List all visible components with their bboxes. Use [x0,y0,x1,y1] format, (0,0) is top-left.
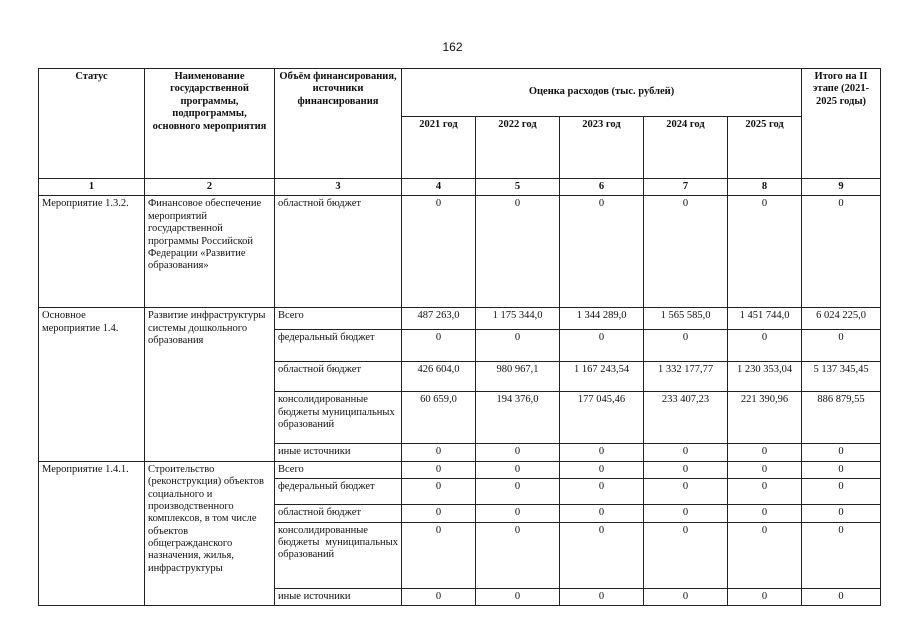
row-source: федеральный бюджет [275,330,402,362]
row-value: 0 [644,522,728,588]
row-value: 0 [560,444,644,461]
row-value: 0 [560,330,644,362]
row-source: консолидированные бюджеты муниципальных образований [275,392,402,444]
row-value: 0 [402,444,476,461]
row-value: 0 [560,196,644,308]
row-value: 0 [728,444,802,461]
row-status: Мероприятие 1.3.2. [39,196,145,308]
row-total: 0 [802,505,881,522]
column-number: 5 [476,179,560,196]
row-value: 177 045,46 [560,392,644,444]
row-value: 0 [560,588,644,605]
row-source: иные источники [275,588,402,605]
row-source: областной бюджет [275,505,402,522]
row-value: 0 [476,588,560,605]
row-value: 0 [644,588,728,605]
row-total: 886 879,55 [802,392,881,444]
column-numbers-row [39,179,881,196]
row-value: 0 [644,505,728,522]
budget-table [38,68,881,606]
table-row [39,196,881,308]
row-value: 1 167 243,54 [560,362,644,392]
row-value: 0 [728,196,802,308]
row-total: 6 024 225,0 [802,308,881,330]
row-value: 0 [560,505,644,522]
row-value: 0 [402,522,476,588]
row-value: 0 [728,588,802,605]
row-value: 0 [644,330,728,362]
row-value: 0 [476,330,560,362]
row-value: 0 [728,330,802,362]
row-total: 0 [802,479,881,505]
row-source: иные источники [275,444,402,461]
row-value: 1 565 585,0 [644,308,728,330]
table-row [39,308,881,330]
column-number: 7 [644,179,728,196]
row-value: 233 407,23 [644,392,728,444]
row-value: 0 [644,461,728,478]
header-year: 2024 год [644,117,728,179]
row-value: 0 [402,505,476,522]
row-source: консолидированные бюджеты муниципальных образований [275,522,402,588]
row-value: 0 [402,588,476,605]
row-value: 0 [402,461,476,478]
row-value: 1 344 289,0 [560,308,644,330]
row-value: 60 659,0 [402,392,476,444]
row-total: 0 [802,588,881,605]
column-number: 4 [402,179,476,196]
column-number: 6 [560,179,644,196]
row-value: 0 [476,461,560,478]
row-source: федеральный бюджет [275,479,402,505]
row-value: 1 230 353,04 [728,362,802,392]
row-total: 5 137 345,45 [802,362,881,392]
row-status: Основное мероприятие 1.4. [39,308,145,461]
header-estimate: Оценка расходов (тыс. рублей) [402,69,802,117]
header-total: Итого на II этапе (2021-2025 годы) [802,69,881,179]
column-number: 1 [39,179,145,196]
header-status: Статус [39,69,145,179]
header-year: 2023 год [560,117,644,179]
column-number: 8 [728,179,802,196]
row-value: 0 [644,444,728,461]
row-value: 0 [728,479,802,505]
row-value: 1 451 744,0 [728,308,802,330]
row-value: 0 [644,479,728,505]
row-value: 0 [560,461,644,478]
row-total: 0 [802,444,881,461]
header-year: 2025 год [728,117,802,179]
row-source: Всего [275,461,402,478]
row-name: Финансовое обеспечение мероприятий государственной программы Российской Федерации «Развитие образования» [145,196,275,308]
row-value: 0 [644,196,728,308]
table-row [39,461,881,478]
row-value: 0 [402,196,476,308]
row-total: 0 [802,196,881,308]
row-value: 0 [476,444,560,461]
row-value: 0 [476,479,560,505]
row-value: 0 [402,479,476,505]
row-value: 1 332 177,77 [644,362,728,392]
row-value: 0 [560,479,644,505]
row-total: 0 [802,461,881,478]
row-value: 980 967,1 [476,362,560,392]
header-volume: Объём финансирования, источники финансирования [275,69,402,179]
row-value: 0 [560,522,644,588]
column-number: 3 [275,179,402,196]
header-year: 2021 год [402,117,476,179]
column-number: 2 [145,179,275,196]
row-source: областной бюджет [275,362,402,392]
column-number: 9 [802,179,881,196]
row-total: 0 [802,522,881,588]
row-value: 1 175 344,0 [476,308,560,330]
header-name: Наименование государственной программы, подпрограммы, основного мероприятия [145,69,275,179]
row-total: 0 [802,330,881,362]
row-value: 0 [728,522,802,588]
row-value: 426 604,0 [402,362,476,392]
page-number: 162 [442,40,463,54]
row-value: 194 376,0 [476,392,560,444]
row-value: 0 [402,330,476,362]
row-source: Всего [275,308,402,330]
row-value: 487 263,0 [402,308,476,330]
row-status: Мероприятие 1.4.1. [39,461,145,605]
row-source: областной бюджет [275,196,402,308]
row-value: 0 [476,505,560,522]
row-value: 0 [476,522,560,588]
row-value: 221 390,96 [728,392,802,444]
row-name: Развитие инфраструктуры системы дошкольного образования [145,308,275,461]
row-name: Строительство (реконструкция) объектов социального и производственного комплексов, в том числе объектов общегражданского назначения, жилья, инфраструктуры [145,461,275,605]
row-value: 0 [728,505,802,522]
header-year: 2022 год [476,117,560,179]
row-value: 0 [476,196,560,308]
row-value: 0 [728,461,802,478]
